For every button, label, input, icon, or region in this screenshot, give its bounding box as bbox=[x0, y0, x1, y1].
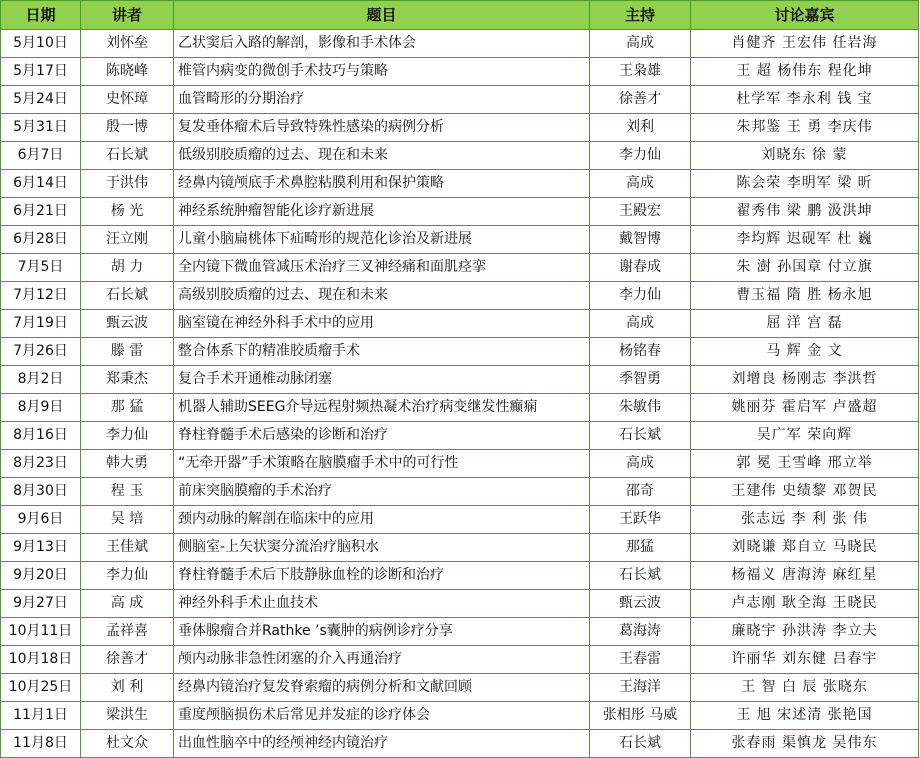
date-cell: 8月16日 bbox=[1, 422, 81, 450]
topic-cell: 脊柱脊髓手术后下肢静脉血栓的诊断和治疗 bbox=[174, 562, 590, 590]
table-row bbox=[1, 170, 919, 198]
host-cell: 戴智博 bbox=[590, 226, 691, 254]
date-cell: 7月5日 bbox=[1, 254, 81, 282]
host-cell: 王海洋 bbox=[590, 674, 691, 702]
table-row bbox=[1, 282, 919, 310]
topic-cell: 椎管内病变的微创手术技巧与策略 bbox=[174, 58, 590, 86]
header-guests: 讨论嘉宾 bbox=[691, 1, 919, 30]
speaker-cell: 那 猛 bbox=[81, 394, 174, 422]
host-cell: 季智勇 bbox=[590, 366, 691, 394]
date-cell: 5月24日 bbox=[1, 86, 81, 114]
topic-cell: 颅内动脉非急性闭塞的介入再通治疗 bbox=[174, 646, 590, 674]
host-cell: 刘利 bbox=[590, 114, 691, 142]
date-cell: 11月8日 bbox=[1, 730, 81, 758]
speaker-cell: 石长斌 bbox=[81, 282, 174, 310]
topic-cell: 血管畸形的分期治疗 bbox=[174, 86, 590, 114]
date-cell: 6月21日 bbox=[1, 198, 81, 226]
host-cell: 王枭雄 bbox=[590, 58, 691, 86]
date-cell: 7月26日 bbox=[1, 338, 81, 366]
guests-cell: 曹玉福 隋 胜 杨永旭 bbox=[691, 282, 919, 310]
host-cell: 甄云波 bbox=[590, 590, 691, 618]
guests-cell: 朱 澍 孙国章 付立旗 bbox=[691, 254, 919, 282]
host-cell: 谢春成 bbox=[590, 254, 691, 282]
host-cell: 高成 bbox=[590, 450, 691, 478]
table-row bbox=[1, 618, 919, 646]
date-cell: 6月14日 bbox=[1, 170, 81, 198]
host-cell: 石长斌 bbox=[590, 562, 691, 590]
date-cell: 8月30日 bbox=[1, 478, 81, 506]
table-row bbox=[1, 394, 919, 422]
speaker-cell: 孟祥喜 bbox=[81, 618, 174, 646]
speaker-cell: 胡 力 bbox=[81, 254, 174, 282]
date-cell: 5月31日 bbox=[1, 114, 81, 142]
table-row bbox=[1, 534, 919, 562]
table-row bbox=[1, 198, 919, 226]
table-row bbox=[1, 562, 919, 590]
host-cell: 葛海涛 bbox=[590, 618, 691, 646]
guests-cell: 廉晓宇 孙洪涛 李立夫 bbox=[691, 618, 919, 646]
guests-cell: 马 辉 金 文 bbox=[691, 338, 919, 366]
table-row bbox=[1, 478, 919, 506]
topic-cell: 复发垂体瘤术后导致特殊性感染的病例分析 bbox=[174, 114, 590, 142]
table-row bbox=[1, 58, 919, 86]
speaker-cell: 吴 培 bbox=[81, 506, 174, 534]
guests-cell: 郭 冕 王雪峰 邢立举 bbox=[691, 450, 919, 478]
guests-cell: 朱邦鉴 王 勇 李庆伟 bbox=[691, 114, 919, 142]
date-cell: 9月20日 bbox=[1, 562, 81, 590]
host-cell: 徐善才 bbox=[590, 86, 691, 114]
host-cell: 李力仙 bbox=[590, 282, 691, 310]
host-cell: 石长斌 bbox=[590, 422, 691, 450]
speaker-cell: 程 玉 bbox=[81, 478, 174, 506]
speaker-cell: 汪立刚 bbox=[81, 226, 174, 254]
topic-cell: 前床突脑膜瘤的手术治疗 bbox=[174, 478, 590, 506]
speaker-cell: 刘怀垒 bbox=[81, 30, 174, 58]
topic-cell: 经鼻内镜颅底手术鼻腔粘膜利用和保护策略 bbox=[174, 170, 590, 198]
table-row bbox=[1, 114, 919, 142]
speaker-cell: 甄云波 bbox=[81, 310, 174, 338]
speaker-cell: 杨 光 bbox=[81, 198, 174, 226]
topic-cell: 脊柱脊髓手术后感染的诊断和治疗 bbox=[174, 422, 590, 450]
host-cell: 高成 bbox=[590, 170, 691, 198]
guests-cell: 王 旭 宋述清 张艳国 bbox=[691, 702, 919, 730]
host-cell: 高成 bbox=[590, 30, 691, 58]
table-row bbox=[1, 226, 919, 254]
guests-cell: 陈会荣 李明军 梁 昕 bbox=[691, 170, 919, 198]
date-cell: 8月2日 bbox=[1, 366, 81, 394]
date-cell: 9月13日 bbox=[1, 534, 81, 562]
date-cell: 10月11日 bbox=[1, 618, 81, 646]
speaker-cell: 梁洪生 bbox=[81, 702, 174, 730]
guests-cell: 肖健齐 王宏伟 任岩海 bbox=[691, 30, 919, 58]
guests-cell: 姚丽芬 霍启军 卢盛超 bbox=[691, 394, 919, 422]
speaker-cell: 石长斌 bbox=[81, 142, 174, 170]
topic-cell: “无牵开器”手术策略在脑膜瘤手术中的可行性 bbox=[174, 450, 590, 478]
date-cell: 9月27日 bbox=[1, 590, 81, 618]
topic-cell: 复合手术开通椎动脉闭塞 bbox=[174, 366, 590, 394]
header-date: 日期 bbox=[1, 1, 81, 30]
topic-cell: 儿童小脑扁桃体下疝畸形的规范化诊治及新进展 bbox=[174, 226, 590, 254]
date-cell: 8月9日 bbox=[1, 394, 81, 422]
guests-cell: 杨福义 唐海涛 麻红星 bbox=[691, 562, 919, 590]
speaker-cell: 李力仙 bbox=[81, 562, 174, 590]
speaker-cell: 韩大勇 bbox=[81, 450, 174, 478]
topic-cell: 颈内动脉的解剖在临床中的应用 bbox=[174, 506, 590, 534]
host-cell: 王跃华 bbox=[590, 506, 691, 534]
host-cell: 邵奇 bbox=[590, 478, 691, 506]
header-speaker: 讲者 bbox=[81, 1, 174, 30]
topic-cell: 整合体系下的精准胶质瘤手术 bbox=[174, 338, 590, 366]
speaker-cell: 郑秉杰 bbox=[81, 366, 174, 394]
topic-cell: 神经系统肿瘤智能化诊疗新进展 bbox=[174, 198, 590, 226]
topic-cell: 高级别胶质瘤的过去、现在和未来 bbox=[174, 282, 590, 310]
date-cell: 7月19日 bbox=[1, 310, 81, 338]
table-row bbox=[1, 450, 919, 478]
date-cell: 6月7日 bbox=[1, 142, 81, 170]
host-cell: 王春雷 bbox=[590, 646, 691, 674]
host-cell: 那猛 bbox=[590, 534, 691, 562]
guests-cell: 屈 洋 宫 磊 bbox=[691, 310, 919, 338]
table-header bbox=[1, 1, 919, 30]
topic-cell: 神经外科手术止血技术 bbox=[174, 590, 590, 618]
host-cell: 朱敏伟 bbox=[590, 394, 691, 422]
table-row bbox=[1, 366, 919, 394]
topic-cell: 出血性脑卒中的经颅神经内镜治疗 bbox=[174, 730, 590, 758]
date-cell: 5月17日 bbox=[1, 58, 81, 86]
host-cell: 王殿宏 bbox=[590, 198, 691, 226]
table-row bbox=[1, 338, 919, 366]
table-row bbox=[1, 506, 919, 534]
date-cell: 9月6日 bbox=[1, 506, 81, 534]
date-cell: 5月10日 bbox=[1, 30, 81, 58]
guests-cell: 李均辉 迟砚军 杜 巍 bbox=[691, 226, 919, 254]
guests-cell: 刘增良 杨刚志 李洪哲 bbox=[691, 366, 919, 394]
topic-cell: 经鼻内镜治疗复发脊索瘤的病例分析和文献回顾 bbox=[174, 674, 590, 702]
date-cell: 10月18日 bbox=[1, 646, 81, 674]
topic-cell: 重度颅脑损伤术后常见并发症的诊疗体会 bbox=[174, 702, 590, 730]
guests-cell: 卢志刚 耿全海 王晓民 bbox=[691, 590, 919, 618]
speaker-cell: 杜文众 bbox=[81, 730, 174, 758]
speaker-cell: 史怀璋 bbox=[81, 86, 174, 114]
topic-cell: 侧脑室-上矢状窦分流治疗脑积水 bbox=[174, 534, 590, 562]
table-row bbox=[1, 702, 919, 730]
table-row bbox=[1, 590, 919, 618]
topic-cell: 垂体腺瘤合并Rathke ’s囊肿的病例诊疗分享 bbox=[174, 618, 590, 646]
speaker-cell: 于洪伟 bbox=[81, 170, 174, 198]
host-cell: 张相彤 马威 bbox=[590, 702, 691, 730]
table-body bbox=[1, 30, 919, 758]
guests-cell: 张志远 李 利 张 伟 bbox=[691, 506, 919, 534]
table-row bbox=[1, 422, 919, 450]
speaker-cell: 殷一博 bbox=[81, 114, 174, 142]
header-row bbox=[1, 1, 919, 30]
topic-cell: 低级别胶质瘤的过去、现在和未来 bbox=[174, 142, 590, 170]
date-cell: 11月1日 bbox=[1, 702, 81, 730]
host-cell: 高成 bbox=[590, 310, 691, 338]
date-cell: 8月23日 bbox=[1, 450, 81, 478]
speaker-cell: 滕 雷 bbox=[81, 338, 174, 366]
topic-cell: 乙状窦后入路的解剖，影像和手术体会 bbox=[174, 30, 590, 58]
host-cell: 杨铭春 bbox=[590, 338, 691, 366]
topic-cell: 脑室镜在神经外科手术中的应用 bbox=[174, 310, 590, 338]
header-topic: 题目 bbox=[174, 1, 590, 30]
table-row bbox=[1, 674, 919, 702]
table-row bbox=[1, 254, 919, 282]
guests-cell: 杜学军 李永利 钱 宝 bbox=[691, 86, 919, 114]
guests-cell: 王 超 杨伟东 程化坤 bbox=[691, 58, 919, 86]
date-cell: 7月12日 bbox=[1, 282, 81, 310]
table-row bbox=[1, 310, 919, 338]
guests-cell: 刘晓东 徐 蒙 bbox=[691, 142, 919, 170]
table-row bbox=[1, 86, 919, 114]
speaker-cell: 王佳斌 bbox=[81, 534, 174, 562]
speaker-cell: 刘 利 bbox=[81, 674, 174, 702]
guests-cell: 许丽华 刘东健 吕春宇 bbox=[691, 646, 919, 674]
guests-cell: 刘晓谦 郑自立 马晓民 bbox=[691, 534, 919, 562]
date-cell: 10月25日 bbox=[1, 674, 81, 702]
guests-cell: 王 智 白 辰 张晓东 bbox=[691, 674, 919, 702]
guests-cell: 翟秀伟 梁 鹏 汲洪坤 bbox=[691, 198, 919, 226]
host-cell: 石长斌 bbox=[590, 730, 691, 758]
table-row bbox=[1, 142, 919, 170]
guests-cell: 张春雨 渠慎龙 吴伟东 bbox=[691, 730, 919, 758]
topic-cell: 机器人辅助SEEG介导远程射频热凝术治疗病变继发性癫痫 bbox=[174, 394, 590, 422]
host-cell: 李力仙 bbox=[590, 142, 691, 170]
table-row bbox=[1, 646, 919, 674]
topic-cell: 全内镜下微血管减压术治疗三叉神经痛和面肌痉挛 bbox=[174, 254, 590, 282]
header-host: 主持 bbox=[590, 1, 691, 30]
speaker-cell: 徐善才 bbox=[81, 646, 174, 674]
table-row bbox=[1, 730, 919, 758]
date-cell: 6月28日 bbox=[1, 226, 81, 254]
guests-cell: 吴广军 荣向辉 bbox=[691, 422, 919, 450]
guests-cell: 王建伟 史绩黎 邓贺民 bbox=[691, 478, 919, 506]
table-row bbox=[1, 30, 919, 58]
speaker-cell: 陈晓峰 bbox=[81, 58, 174, 86]
speaker-cell: 高 成 bbox=[81, 590, 174, 618]
speaker-cell: 李力仙 bbox=[81, 422, 174, 450]
